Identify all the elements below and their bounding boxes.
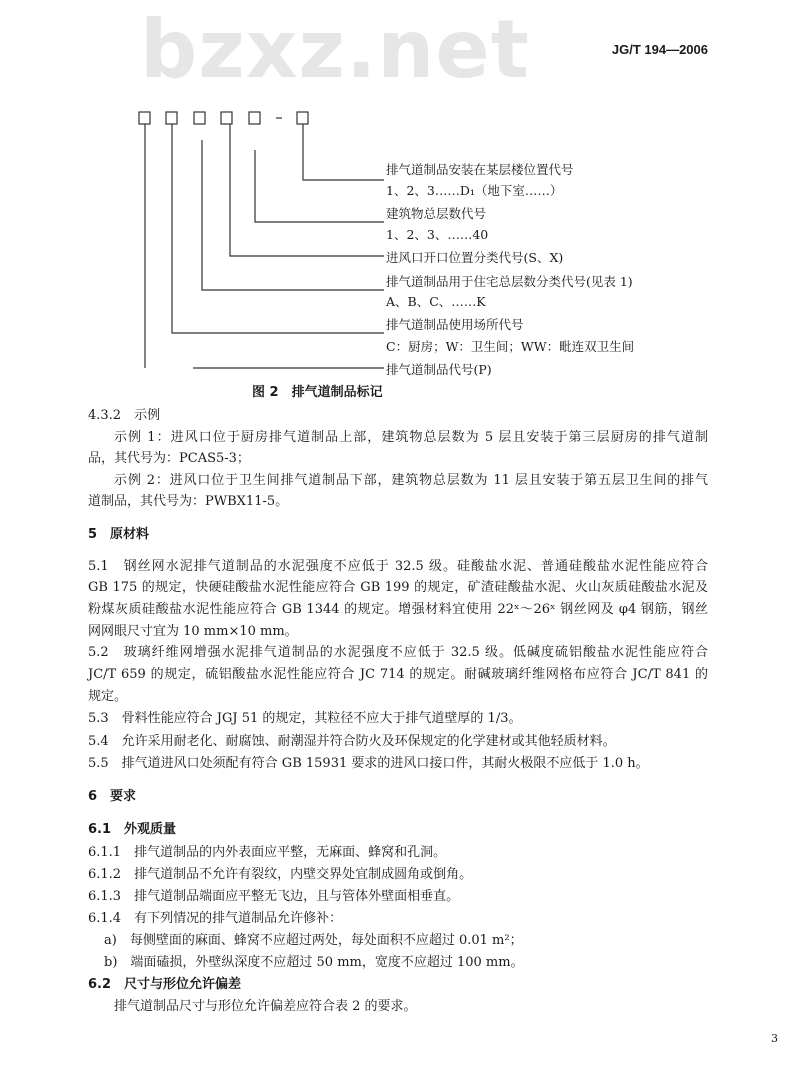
label-floors-values: 1、2、3、……40 <box>386 227 489 242</box>
code-box-3 <box>194 112 205 124</box>
paragraph-line: b) 端面磕损，外壁纵深度不应超过 50 mm，宽度不应超过 100 mm。 <box>104 955 524 970</box>
code-box-2 <box>166 112 177 124</box>
section-heading: 4.3.2 示例 <box>88 408 161 423</box>
label-position-values: 1、2、3……D₁（地下室……） <box>386 183 563 198</box>
paragraph-line: JC/T 659 的规定，硫铝酸盐水泥性能应符合 JC 714 的规定。耐碱玻璃纤维网格布应符合 JC/T 841 的 <box>88 667 708 682</box>
label-product-code: 排气道制品代号(P) <box>386 362 492 377</box>
figure-caption: 图 2 排气道制品标记 <box>252 385 383 400</box>
label-floors-code: 建筑物总层数代号 <box>386 206 487 221</box>
leader-class <box>202 140 384 290</box>
paragraph-line: 品，其代号为：PCAS5-3； <box>88 451 250 466</box>
leader-usage <box>172 124 384 333</box>
standard-number: JG/T 194—2006 <box>611 42 708 57</box>
section-heading: 6.1 外观质量 <box>88 822 177 837</box>
paragraph-line: 示例 2：进风口位于卫生间排气道制品下部，建筑物总层数为 11 层且安装于第五层卫生间的排气 <box>114 473 708 488</box>
section-heading: 6.2 尺寸与形位允许偏差 <box>88 977 242 992</box>
leader-floors <box>255 150 384 222</box>
paragraph-line: 6.1.3 排气道制品端面应平整无飞边，且与管体外壁面相垂直。 <box>88 889 460 904</box>
label-position-code: 排气道制品安装在某层楼位置代号 <box>386 162 574 177</box>
paragraph-line: 5.5 排气道进风口处须配有符合 GB 15931 要求的进风口接口件，其耐火极限不应低于 1.0 h。 <box>88 756 649 771</box>
label-usage-values: C：厨房；W：卫生间；WW：毗连双卫生间 <box>386 339 635 354</box>
paragraph-line: 网网眼尺寸宜为 10 mm×10 mm。 <box>88 624 298 639</box>
code-box-6 <box>297 112 308 124</box>
paragraph-line: 6.1.1 排气道制品的内外表面应平整，无麻面、蜂窝和孔洞。 <box>88 845 447 860</box>
paragraph-line: 6.1.2 排气道制品不允许有裂纹，内壁交界处宜制成圆角或倒角。 <box>88 867 473 882</box>
leader-position <box>303 124 384 180</box>
paragraph-line: 道制品，其代号为：PWBX11-5。 <box>88 494 289 509</box>
paragraph-line: 5.1 钢丝网水泥排气道制品的水泥强度不应低于 32.5 级。硅酸盐水泥、普通硅酸盐水泥性能应符合 <box>88 559 708 574</box>
label-usage-code: 排气道制品使用场所代号 <box>386 317 524 332</box>
watermark: bzxz.net <box>140 3 530 96</box>
paragraph-line: a) 每侧壁面的麻面、蜂窝不应超过两处，每处面积不应超过 0.01 m²； <box>104 933 523 948</box>
paragraph-line: 粉煤灰质硅酸盐水泥性能应符合 GB 1344 的规定。增强材料宜使用 22ˣ～26ˣ 钢丝网及 φ4 钢筋，钢丝 <box>88 602 708 617</box>
paragraph-line: 排气道制品尺寸与形位允许偏差应符合表 2 的要求。 <box>114 999 417 1014</box>
label-inlet-code: 进风口开口位置分类代号(S、X) <box>386 250 564 265</box>
code-box-1 <box>139 112 150 124</box>
leader-inlet <box>230 124 384 256</box>
paragraph-line: 5.2 玻璃纤维网增强水泥排气道制品的水泥强度不应低于 32.5 级。低碱度硫铝酸盐水泥性能应符合 <box>88 645 708 660</box>
paragraph-line: GB 175 的规定，快硬硅酸盐水泥性能应符合 GB 199 的规定，矿渣硅酸盐水泥、火山灰质硅酸盐水泥及 <box>88 580 708 595</box>
paragraph-line: 5.3 骨料性能应符合 JGJ 51 的规定，其粒径不应大于排气道壁厚的 1/3。 <box>88 711 522 726</box>
code-box-4 <box>221 112 232 124</box>
code-box-5 <box>249 112 260 124</box>
section-heading: 6 要求 <box>88 789 137 804</box>
label-class-values: A、B、C、……K <box>386 294 486 309</box>
paragraph-line: 6.1.4 有下列情况的排气道制品允许修补： <box>88 911 343 926</box>
paragraph-line: 示例 1：进风口位于厨房排气道制品上部，建筑物总层数为 5 层且安装于第三层厨房的排气道制 <box>114 430 708 445</box>
paragraph-line: 规定。 <box>88 689 128 704</box>
paragraph-line: 5.4 允许采用耐老化、耐腐蚀、耐潮湿并符合防火及环保规定的化学建材或其他轻质材料。 <box>88 734 616 749</box>
label-class-code: 排气道制品用于住宅总层数分类代号(见表 1) <box>386 274 633 289</box>
section-heading: 5 原材料 <box>88 527 150 542</box>
page-number: 3 <box>771 1032 778 1045</box>
